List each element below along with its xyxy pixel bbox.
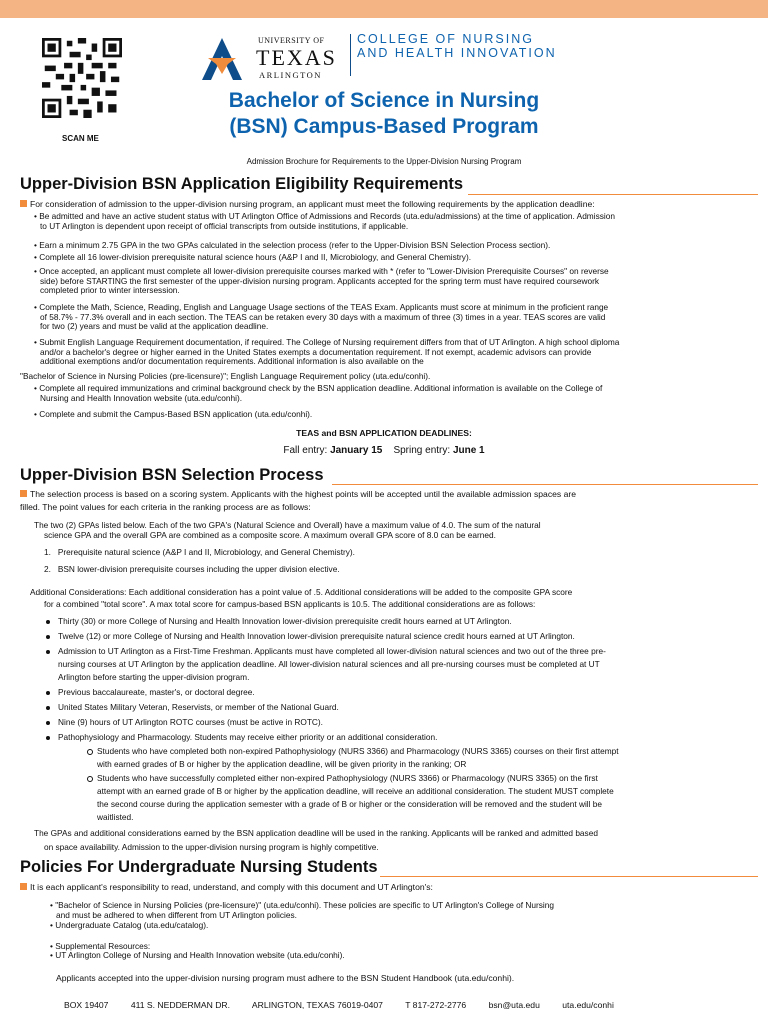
selection-intro-line1: The selection process is based on a scoring system. Applicants with the highest points will be accepted until the available admission spaces are — [20, 489, 576, 499]
policy-item-3: • Supplemental Resources: — [50, 941, 151, 951]
university-line2: TEXAS — [256, 45, 337, 70]
fall-date: January 15 — [330, 445, 383, 456]
page-title-line1: Bachelor of Science in Nursing — [228, 89, 540, 112]
consideration-item: Admission to UT Arlington as a First-Time Freshman. Applicants must have completed all lower-division natural sciences and two out of the three pre- — [58, 646, 606, 656]
bullet-dot-icon — [46, 620, 50, 624]
consideration-item: Pathophysiology and Pharmacology. Students may receive either priority or an additional consideration. — [58, 732, 438, 742]
handbook-line: Applicants accepted into the upper-division nursing program must adhere to the BSN Student Handbook (uta.edu/conhi). — [56, 973, 515, 983]
sub-consideration-item: Students who have completed both non-expired Pathophysiology (NURS 3366) and Pharmacology (NURS 3365) courses on their first attempt — [97, 746, 619, 756]
university-line3: ARLINGTON — [259, 70, 322, 80]
bullet-dot-icon — [46, 635, 50, 639]
eligibility-item-cont: Nursing and Health Innovation website (uta.edu/conhi). — [40, 392, 243, 403]
policies-intro: It is each applicant's responsibility to read, understand, and comply with this document and UT Arlington's: — [20, 882, 433, 892]
consideration-item: Nine (9) hours of UT Arlington ROTC courses (must be active in ROTC). — [58, 717, 323, 727]
footer-web[interactable]: uta.edu/conhi — [562, 1000, 614, 1010]
page-title-line2: (BSN) Campus-Based Program — [229, 115, 539, 138]
section-rule — [468, 194, 758, 195]
footer-address — [64, 1000, 634, 1010]
footer-phone: T 817-272-2776 — [405, 1000, 467, 1010]
gpa-item-2: 2. BSN lower-division prerequisite courses including the upper division elective. — [44, 564, 340, 574]
orange-square-icon — [20, 883, 27, 890]
policy-line: "Bachelor of Science in Nursing Policies (pre-licensure)"; English Language Requirement policy (uta.edu/conhi). — [20, 371, 431, 381]
gpa-line2: science GPA and the overall GPA are combined as a composite score. A maximum overall GPA score of 8.0 can be earned. — [44, 530, 496, 540]
eligibility-item: • Complete the Math, Science, Reading, English and Language Usage sections of the TEAS Exam. Applicants must score at minimum in the proficient range — [34, 302, 609, 312]
deadline-dates: Fall entry: January 15 Spring entry: June 1 — [283, 445, 485, 456]
college-line2: AND HEALTH INNOVATION — [357, 46, 557, 60]
sub-bullet-circle-icon — [87, 749, 93, 755]
page-subtitle: Admission Brochure for Requirements to the Upper-Division Nursing Program — [246, 157, 522, 166]
gpa-item-1: 1. Prerequisite natural science (A&P I and II, Microbiology, and General Chemistry). — [44, 547, 355, 557]
college-line1: COLLEGE OF NURSING — [357, 32, 534, 46]
eligibility-item-cont: completed prior to winter intersession. — [40, 285, 180, 295]
eligibility-item-cont: to UT Arlington is dependent upon receipt of official transcripts from outside institutions, if applicable. — [40, 220, 409, 231]
college-name — [357, 32, 557, 60]
consideration-item: United States Military Veteran, Reservists, or member of the National Guard. — [58, 702, 339, 712]
policy-item-1-cont: and must be adhered to when different from UT Arlington policies. — [56, 910, 297, 920]
policies-heading: Policies For Undergraduate Nursing Students — [20, 858, 378, 876]
consideration-item-cont: Arlington before starting the upper-division program. — [58, 672, 250, 682]
eligibility-item: • Submit English Language Requirement documentation, if required. The College of Nursing requirement differs from that of UT Arlington. A high school diploma — [34, 337, 620, 347]
eligibility-item-cont: for two (2) years and must be valid at the application deadline. — [40, 321, 269, 331]
eligibility-item-cont: additional exemptions and/or documentation requirements. Additional information is also available on the — [40, 356, 424, 366]
eligibility-heading: Upper-Division BSN Application Eligibility Requirements — [20, 175, 464, 193]
eligibility-item: • Once accepted, an applicant must complete all lower-division prerequisite courses marked with * (refer to "Lower-Division Prerequisite Courses" on reverse — [34, 266, 609, 276]
bullet-dot-icon — [46, 650, 50, 654]
eligibility-item: • Complete all 16 lower-division prerequisite natural science hours (A&P I and II, Microbiology, and General Chemistry). — [34, 252, 472, 262]
consideration-item-cont: nursing courses at UT Arlington by the application deadline. All lower-division natural sciences and all pre-nursing courses must be completed at UT — [58, 659, 600, 669]
eligibility-item-cont: of 58.7% - 77.3% overall and in each section. The TEAS can be retaken every 30 days with a maximum of three (3) times in a year. TEAS scores are valid — [40, 311, 606, 322]
sub-bullet-circle-icon — [87, 776, 93, 782]
footer-street: 411 S. NEDDERMAN DR. — [130, 1000, 230, 1010]
spring-date: June 1 — [452, 445, 485, 456]
sub-consideration-item-cont: with earned grades of B or higher by the application deadline, will be given priority in the ranking; OR — [97, 759, 467, 769]
section-rule — [380, 876, 758, 877]
ac-line2: for a combined "total score". A max total score for campus-based BSN applicants is 10.5. The additional considerations are as follows: — [44, 599, 536, 609]
selection-intro-line2: filled. The point values for each criteria in the ranking process are as follows: — [20, 502, 311, 512]
ac-line1: Additional Considerations: Each additional consideration has a point value of .5. Additional considerations will be added to the composite GPA score — [30, 587, 573, 597]
consideration-item: Thirty (30) or more College of Nursing and Health Innovation lower-division prerequisite credit hours earned at UT Arlington. — [58, 616, 512, 626]
footer-email[interactable]: bsn@uta.edu — [488, 1000, 540, 1010]
bullet-dot-icon — [46, 691, 50, 695]
eligibility-item: • Complete all required immunizations and criminal background check by the BSN application deadline. Additional information is available on the College of — [34, 383, 603, 393]
deadlines-heading: TEAS and BSN APPLICATION DEADLINES: — [296, 428, 472, 438]
footer-city: ARLINGTON, TEXAS 76019-0407 — [251, 1000, 383, 1010]
eligibility-item-cont: and/or a bachelor's degree or higher earned in the United States exempts a documentation requirement. If not exempt, academic advisors can provide — [40, 346, 592, 357]
section-rule — [332, 484, 758, 485]
bullet-dot-icon — [46, 736, 50, 740]
policy-item-2: • Undergraduate Catalog (uta.edu/catalog). — [50, 920, 209, 930]
uta-logo — [198, 34, 348, 82]
sub-consideration-item-cont: waitlisted. — [97, 812, 134, 822]
consideration-item: Previous baccalaureate, master's, or doctoral degree. — [58, 687, 255, 697]
eligibility-item-cont: side) before STARTING the first semester of the upper-division nursing program. Applicants accepted for the spring term must have required coursework — [40, 275, 600, 286]
closing-line2: on space availability. Admission to the upper-division nursing program is highly competitive. — [44, 842, 379, 852]
eligibility-item: • Complete and submit the Campus-Based BSN application (uta.edu/conhi). — [34, 409, 313, 419]
sub-consideration-item-cont: the second course during the application semester with a grade of B or higher or the consideration will be removed and the student will be — [97, 799, 603, 809]
eligibility-item: • Earn a minimum 2.75 GPA in the two GPAs calculated in the selection process (refer to the Upper-Division BSN Selection Process section). — [34, 240, 551, 250]
eligibility-intro: For consideration of admission to the upper-division nursing program, an applicant must meet the following requirements by the application deadline: — [20, 199, 595, 209]
top-accent-bar — [0, 0, 768, 18]
scan-me-label: SCAN ME — [62, 134, 99, 143]
orange-square-icon — [20, 490, 27, 497]
bullet-dot-icon — [46, 706, 50, 710]
policy-item-1: • "Bachelor of Science in Nursing Policies (pre-licensure)" (uta.edu/conhi). These policies are specific to UT Arlington's College of Nursing — [50, 900, 554, 910]
bullet-dot-icon — [46, 721, 50, 725]
logo-divider — [350, 34, 351, 76]
gpa-line1: The two (2) GPAs listed below. Each of the two GPA's (Natural Science and Overall) have a maximum value of 4.0. The sum of the natural — [34, 520, 541, 530]
sub-consideration-item-cont: attempt with an earned grade of B or higher by the application deadline, will receive an additional consideration. The student MUST complete — [97, 786, 614, 796]
closing-line1: The GPAs and additional considerations earned by the BSN application deadline will be used in the ranking. Applicants will be ranked and admitted based — [34, 828, 598, 838]
consideration-item: Twelve (12) or more College of Nursing and Health Innovation lower-division prerequisite natural science credit hours earned at UT Arlington. — [58, 631, 575, 641]
orange-square-icon — [20, 200, 27, 207]
university-line1: UNIVERSITY OF — [258, 36, 325, 45]
eligibility-item: • Be admitted and have an active student status with UT Arlington Office of Admissions and Records (uta.edu/admissions) at the time of application. Admission — [34, 211, 615, 221]
footer-box: BOX 19407 — [64, 1000, 109, 1010]
policy-item-4: • UT Arlington College of Nursing and Health Innovation website (uta.edu/conhi). — [50, 950, 345, 960]
sub-consideration-item: Students who have successfully completed either non-expired Pathophysiology (NURS 3366) or Pharmacology (NURS 3365) on the first — [97, 773, 598, 783]
selection-heading: Upper-Division BSN Selection Process — [20, 466, 324, 484]
